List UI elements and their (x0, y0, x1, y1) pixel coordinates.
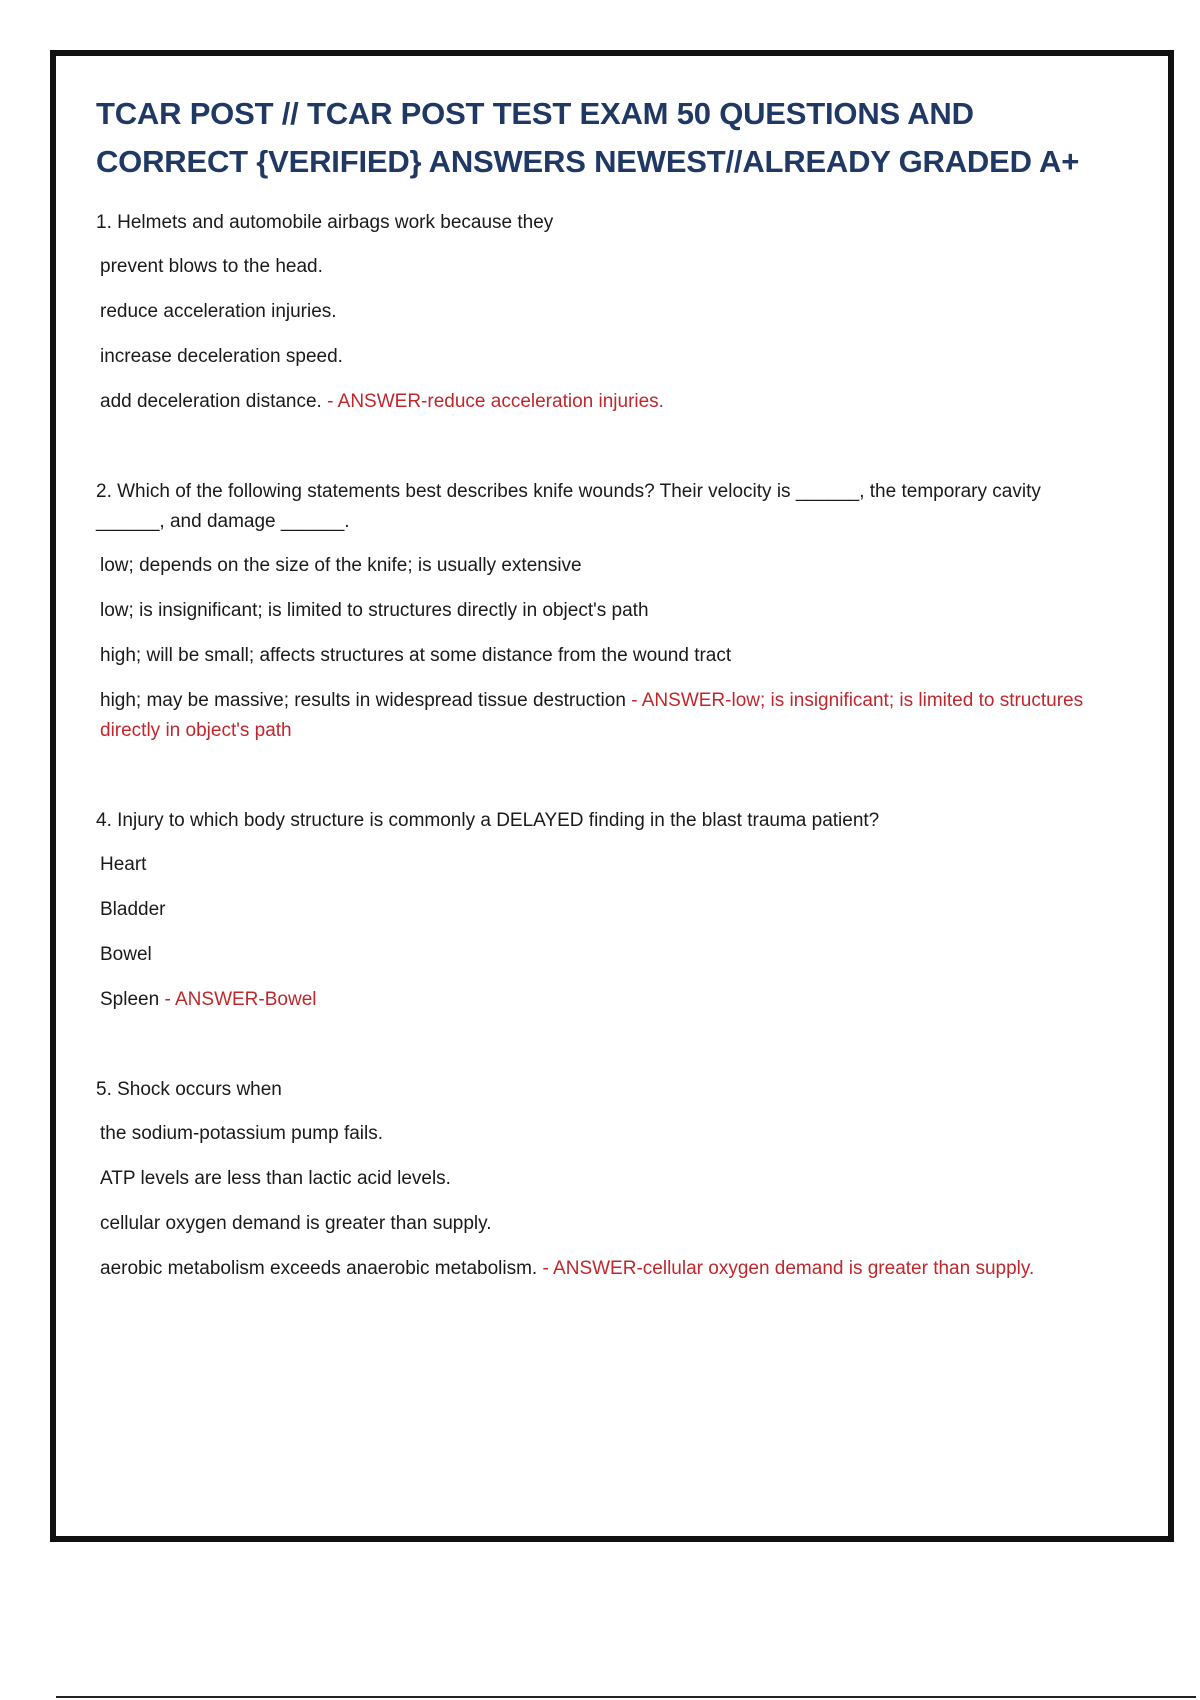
answer-option: the sodium-potassium pump fails. (100, 1123, 384, 1144)
document-title: TCAR POST // TCAR POST TEST EXAM 50 QUESTIONS AND CORRECT {VERIFIED} ANSWERS NEWEST//ALREADY GRADED A+ (96, 96, 1080, 179)
question-text: 4. Injury to which body structure is commonly a DELAYED finding in the blast trauma patient? (96, 810, 880, 831)
answer-option-with-answer (100, 1254, 1086, 1284)
answer-option: Spleen (100, 989, 165, 1010)
answer-option-with-answer (100, 686, 1086, 746)
question-4 (96, 806, 1086, 1015)
answer-option: prevent blows to the head. (100, 256, 323, 277)
answer-option: cellular oxygen demand is greater than supply. (100, 1213, 492, 1234)
question-text: 5. Shock occurs when (96, 1079, 282, 1100)
question-text: 2. Which of the following statements best describes knife wounds? Their velocity is ______, the temporary cavity ______, and damage ______. (96, 481, 1041, 532)
correct-answer: - ANSWER-reduce acceleration injuries. (327, 391, 664, 412)
answer-option: high; may be massive; results in widespread tissue destruction (100, 690, 632, 711)
correct-answer: - ANSWER-low; is insignificant; is limited to structures directly in object's path (100, 690, 1084, 741)
answer-option: low; is insignificant; is limited to structures directly in object's path (100, 600, 649, 621)
answer-option: low; depends on the size of the knife; is usually extensive (100, 555, 582, 576)
question-text: 1. Helmets and automobile airbags work because they (96, 212, 554, 233)
answer-option: Heart (100, 854, 147, 875)
question-5 (96, 1075, 1086, 1284)
answer-option: ATP levels are less than lactic acid levels. (100, 1168, 451, 1189)
answer-option: Bladder (100, 899, 166, 920)
question-1 (96, 208, 1086, 417)
answer-option: increase deceleration speed. (100, 346, 343, 367)
answer-option-with-answer (100, 985, 1086, 1015)
answer-option: Bowel (100, 944, 152, 965)
answer-option: aerobic metabolism exceeds anaerobic metabolism. (100, 1258, 543, 1279)
bottom-divider (56, 1696, 1196, 1698)
correct-answer: - ANSWER-Bowel (164, 989, 317, 1010)
document-content (96, 90, 1086, 1284)
correct-answer: - ANSWER-cellular oxygen demand is greater than supply. (542, 1258, 1035, 1279)
question-2 (96, 477, 1086, 746)
answer-option: add deceleration distance. (100, 391, 328, 412)
answer-option: high; will be small; affects structures at some distance from the wound tract (100, 645, 732, 666)
answer-option-with-answer (100, 387, 1086, 417)
answer-option: reduce acceleration injuries. (100, 301, 337, 322)
